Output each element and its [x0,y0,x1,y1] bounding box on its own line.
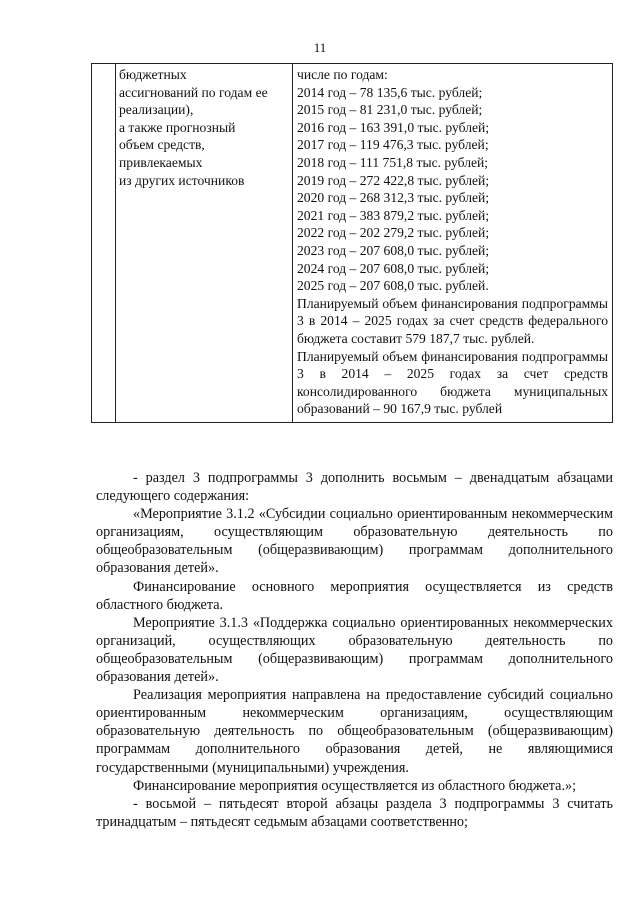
label-line: бюджетных [119,67,187,82]
table-cell-empty [92,64,116,423]
year-line: 2023 год – 207 608,0 тыс. рублей; [297,242,490,258]
year-line: числе по годам: [297,67,388,82]
year-line: 2021 год – 383 879,2 тыс. рублей; [297,207,490,223]
paragraph: - восьмой – пятьдесят второй абзацы раздела 3 подпрограммы 3 считать тринадцатым – пятьдесят седьмым абзацами соответственно; [96,795,613,830]
label-line: ассигнований по годам ее [119,84,268,100]
page-number: 11 [313,40,327,55]
label-line: объем средств, [119,137,205,153]
year-line: 2014 год – 78 135,6 тыс. рублей; [297,84,483,100]
document-body [96,469,613,831]
federal-funding-text: Планируемый объем финансирования подпрограммы 3 в 2014 – 2025 годах за счет средств федерального бюджета составит 579 187,7 тыс. рублей. [297,295,608,346]
year-line: 2025 год – 207 608,0 тыс. рублей. [297,278,489,294]
year-line: 2022 год – 202 279,2 тыс. рублей; [297,225,490,241]
year-line: 2016 год – 163 391,0 тыс. рублей; [297,119,490,135]
paragraph: Реализация мероприятия направлена на предоставление субсидий социально ориентированным некоммерческим организациям, осуществляющим образовательную деятельность по общеобразовательным (общеразвивающим) программам дополнительного образования детей, не являющимися государственными (муниципальными) учреждения. [96,687,613,776]
year-line: 2020 год – 268 312,3 тыс. рублей; [297,190,490,206]
year-line: 2017 год – 119 476,3 тыс. рублей; [297,137,489,153]
municipal-funding-text: Планируемый объем финансирования подпрограммы 3 в 2014 – 2025 годах за счет средств консолидированного бюджета муниципальных образований – 90 167,9 тыс. рублей [297,348,608,417]
paragraph: Финансирование основного мероприятия осуществляется из средств областного бюджета. [96,578,613,613]
label-line: привлекаемых [119,154,203,170]
paragraph: Финансирование мероприятия осуществляется из областного бюджета.»; [133,777,577,794]
year-line: 2015 год – 81 231,0 тыс. рублей; [297,102,483,118]
label-line: из других источников [119,172,245,188]
label-line: реализации), [119,102,194,118]
table-cell-values [293,64,613,423]
label-line: а также прогнозный [119,119,236,135]
table-cell-label [116,64,293,423]
year-line: 2024 год – 207 608,0 тыс. рублей; [297,260,490,276]
table-row [92,64,613,423]
paragraph: - раздел 3 подпрограммы 3 дополнить восьмым – двенадцатым абзацами следующего содержания: [96,470,613,505]
year-line: 2019 год – 272 422,8 тыс. рублей; [297,172,490,188]
paragraph: «Мероприятие 3.1.2 «Субсидии социально ориентированным некоммерческим организациям, осуществляющим образовательную деятельность по общеобразовательным (общеразвивающим) программам дополнительного образования детей». [96,506,613,577]
funding-table [91,63,613,423]
paragraph: Мероприятие 3.1.3 «Поддержка социально ориентированных некоммерческих организаций, осуществляющих образовательную деятельность по общеобразовательным (общеразвивающим) программам дополнительного образования детей». [96,614,613,686]
year-line: 2018 год – 111 751,8 тыс. рублей; [297,154,489,170]
